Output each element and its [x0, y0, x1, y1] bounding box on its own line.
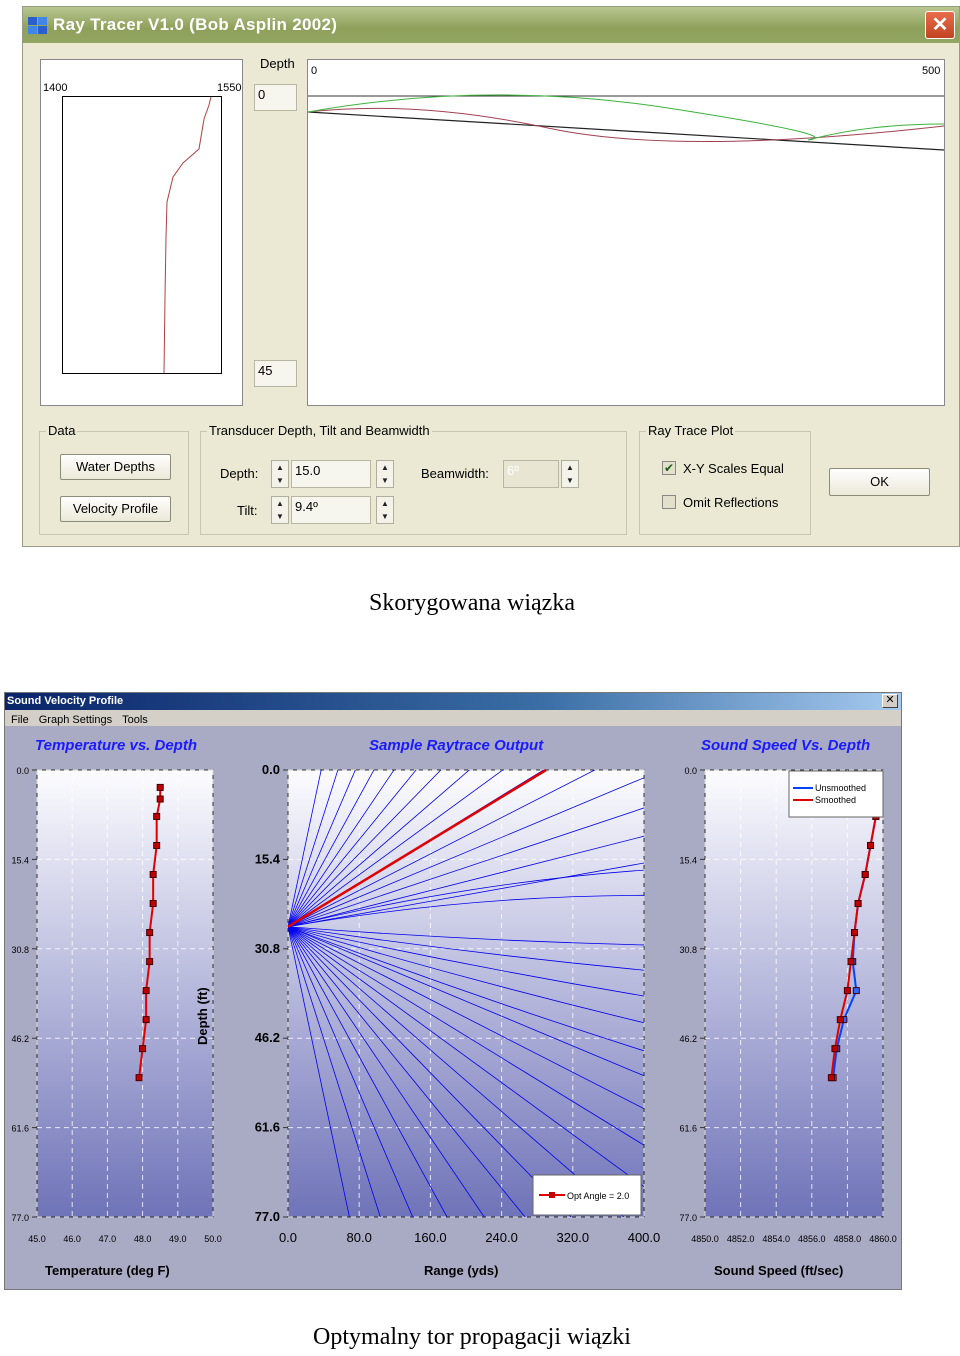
raytrace-x-tick: 320.0	[556, 1230, 590, 1245]
raytrace-chart-title: Sample Raytrace Output	[369, 737, 544, 754]
temperature-x-tick: 48.0	[133, 1234, 152, 1244]
raytrace-x-tick: 80.0	[346, 1230, 372, 1245]
temperature-y-tick: 0.0	[16, 766, 29, 776]
raytrace-x-tick: 400.0	[627, 1230, 661, 1245]
velocity-max-label: 1550	[217, 82, 242, 94]
sound-velocity-profile-window	[4, 692, 902, 1290]
ray-tracer-window	[22, 6, 960, 547]
ray-trace-lines	[308, 60, 944, 405]
temperature-series-point	[154, 842, 160, 848]
title-bar[interactable]	[23, 7, 959, 43]
speed-smoothed-point	[852, 930, 858, 936]
speed-x-tick: 4858.0	[833, 1234, 862, 1244]
spin-up-icon[interactable]: ▲	[276, 463, 284, 472]
raytrace-legend-label: Opt Angle = 2.0	[567, 1191, 630, 1201]
temperature-chart-title: Temperature vs. Depth	[35, 737, 197, 754]
temperature-series-point	[150, 871, 156, 877]
raytrace-x-label: Range (yds)	[424, 1263, 499, 1278]
speed-smoothed-point	[832, 1046, 838, 1052]
range-end-label: 500	[922, 65, 941, 77]
tilt-spinner-right[interactable]	[376, 496, 394, 524]
temperature-series-point	[147, 959, 153, 965]
menu-graph-settings[interactable]: Graph Settings	[38, 714, 113, 726]
speed-y-tick: 15.4	[679, 855, 697, 866]
temperature-series-point	[150, 901, 156, 907]
speed-y-tick: 46.2	[679, 1034, 697, 1045]
ray-trace-plot-group	[639, 423, 811, 535]
raytrace-y-label: Depth (ft)	[195, 987, 210, 1045]
menu-tools[interactable]: Tools	[122, 714, 148, 726]
temperature-x-tick: 46.0	[63, 1234, 81, 1244]
raytrace-x-tick: 0.0	[278, 1230, 298, 1245]
temperature-plot-area	[37, 770, 213, 1217]
transducer-depth-field[interactable]: 15.0	[291, 460, 371, 488]
omit-reflections-label[interactable]: Omit Reflections	[683, 495, 779, 510]
speed-smoothed-point	[862, 871, 868, 877]
temperature-series-point	[154, 813, 160, 819]
depth-bottom-field[interactable]: 45	[254, 360, 297, 387]
speed-legend-unsmoothed: Unsmoothed	[815, 783, 867, 793]
temperature-series-point	[140, 1046, 146, 1052]
temperature-x-tick: 50.0	[204, 1234, 222, 1244]
speed-chart-title: Sound Speed Vs. Depth	[701, 737, 871, 754]
temperature-x-tick: 45.0	[28, 1234, 46, 1244]
temperature-series-point	[136, 1075, 142, 1081]
raytrace-legend-marker	[549, 1192, 555, 1198]
velocity-min-label: 1400	[43, 82, 68, 94]
omit-reflections-checkbox[interactable]	[662, 495, 676, 509]
raytrace-y-tick: 46.2	[254, 1030, 280, 1046]
raytrace-y-tick: 0.0	[261, 762, 280, 777]
speed-smoothed-point	[848, 959, 854, 965]
temperature-y-tick: 77.0	[11, 1213, 29, 1223]
spin-down-icon[interactable]: ▼	[381, 512, 389, 521]
window-title: Ray Tracer V1.0 (Bob Asplin 2002)	[53, 15, 338, 34]
beamwidth-label: Beamwidth:	[421, 466, 489, 481]
tilt-field[interactable]: 9.4º	[291, 496, 371, 524]
raytrace-x-tick: 240.0	[485, 1230, 518, 1245]
caption-optimal-path: Optymalny tor propagacji wiązki	[313, 1324, 631, 1350]
speed-x-tick: 4856.0	[798, 1234, 826, 1244]
spin-down-icon[interactable]: ▼	[276, 512, 284, 521]
close-button[interactable]: ✕	[882, 694, 898, 708]
speed-x-tick: 4860.0	[869, 1234, 897, 1244]
raytrace-y-tick: 30.8	[254, 940, 280, 956]
xy-scales-equal-label[interactable]: X-Y Scales Equal	[683, 461, 784, 476]
temperature-series-point	[157, 796, 163, 802]
temperature-y-tick: 15.4	[11, 855, 29, 866]
depth-spinner-left[interactable]	[271, 460, 289, 488]
raytrace-y-tick: 77.0	[254, 1209, 280, 1224]
caption-corrected-beam: Skorygowana wiązka	[369, 590, 575, 616]
app-icon	[27, 15, 49, 35]
depth-spinner-right[interactable]	[376, 460, 394, 488]
speed-smoothed-point	[855, 901, 861, 907]
tilt-spinner-left[interactable]	[271, 496, 289, 524]
speed-x-tick: 4852.0	[726, 1234, 755, 1244]
data-group	[39, 423, 189, 535]
speed-x-tick: 4850.0	[691, 1234, 719, 1244]
transducer-group	[200, 423, 627, 535]
raytrace-y-tick: 15.4	[254, 851, 280, 867]
tilt-label: Tilt:	[237, 503, 258, 518]
velocity-profile-button[interactable]: Velocity Profile	[60, 496, 171, 522]
ok-button[interactable]: OK	[829, 468, 930, 496]
spin-up-icon[interactable]: ▲	[276, 499, 284, 508]
raytrace-x-tick: 160.0	[414, 1230, 447, 1245]
speed-smoothed-point	[837, 1017, 843, 1023]
speed-legend-box	[789, 771, 883, 817]
ray-trace-panel	[307, 59, 945, 406]
spin-up-icon[interactable]: ▲	[566, 463, 574, 472]
temperature-y-tick: 30.8	[11, 944, 29, 955]
raytrace-y-tick: 61.6	[254, 1119, 280, 1135]
raytrace-plot-area	[288, 770, 644, 1217]
beamwidth-field[interactable]: 6º	[503, 460, 559, 488]
spin-down-icon[interactable]: ▼	[566, 476, 574, 485]
speed-y-tick: 30.8	[679, 944, 697, 955]
temperature-x-tick: 47.0	[98, 1234, 117, 1244]
beamwidth-spinner[interactable]	[561, 460, 579, 488]
range-start-label: 0	[311, 65, 318, 77]
spin-down-icon[interactable]: ▼	[276, 476, 284, 485]
speed-smoothed-point	[868, 842, 874, 848]
speed-x-tick: 4854.0	[762, 1234, 790, 1244]
speed-smoothed-point	[828, 1075, 834, 1081]
transducer-group-title: Transducer Depth, Tilt and Beamwidth	[209, 423, 430, 438]
temperature-series-point	[143, 1017, 149, 1023]
temperature-x-tick: 49.0	[169, 1234, 187, 1244]
close-button[interactable]: ✕	[925, 11, 955, 39]
temperature-series-point	[157, 784, 163, 790]
temperature-series-point	[143, 988, 149, 994]
speed-y-tick: 61.6	[679, 1123, 697, 1134]
temperature-series-point	[147, 930, 153, 936]
depth-top-field[interactable]: 0	[254, 84, 297, 111]
temperature-x-label: Temperature (deg F)	[45, 1263, 170, 1278]
data-group-title: Data	[48, 423, 76, 438]
transducer-depth-label: Depth:	[220, 466, 259, 481]
speed-y-tick: 77.0	[679, 1213, 697, 1223]
speed-unsmoothed-point	[853, 988, 859, 994]
xy-scales-equal-checkbox[interactable]: ✔	[663, 461, 675, 475]
temperature-y-tick: 46.2	[11, 1034, 29, 1045]
spin-down-icon[interactable]: ▼	[381, 476, 389, 485]
water-depths-button[interactable]: Water Depths	[60, 454, 171, 480]
speed-x-label: Sound Speed (ft/sec)	[714, 1263, 844, 1278]
spin-up-icon[interactable]: ▲	[381, 463, 389, 472]
velocity-plot-area	[62, 96, 222, 374]
speed-legend-smoothed: Smoothed	[815, 795, 857, 805]
spin-up-icon[interactable]: ▲	[381, 499, 389, 508]
temperature-y-tick: 61.6	[11, 1123, 29, 1134]
menu-file[interactable]: File	[11, 714, 29, 726]
depth-label: Depth	[260, 56, 295, 71]
velocity-profile-curve	[63, 97, 221, 373]
velocity-profile-panel	[40, 59, 243, 406]
speed-smoothed-point	[844, 988, 850, 994]
window-title: Sound Velocity Profile	[7, 695, 124, 707]
ray-trace-plot-group-title: Ray Trace Plot	[648, 423, 734, 438]
charts-canvas	[5, 693, 901, 1289]
speed-y-tick: 0.0	[684, 766, 697, 776]
